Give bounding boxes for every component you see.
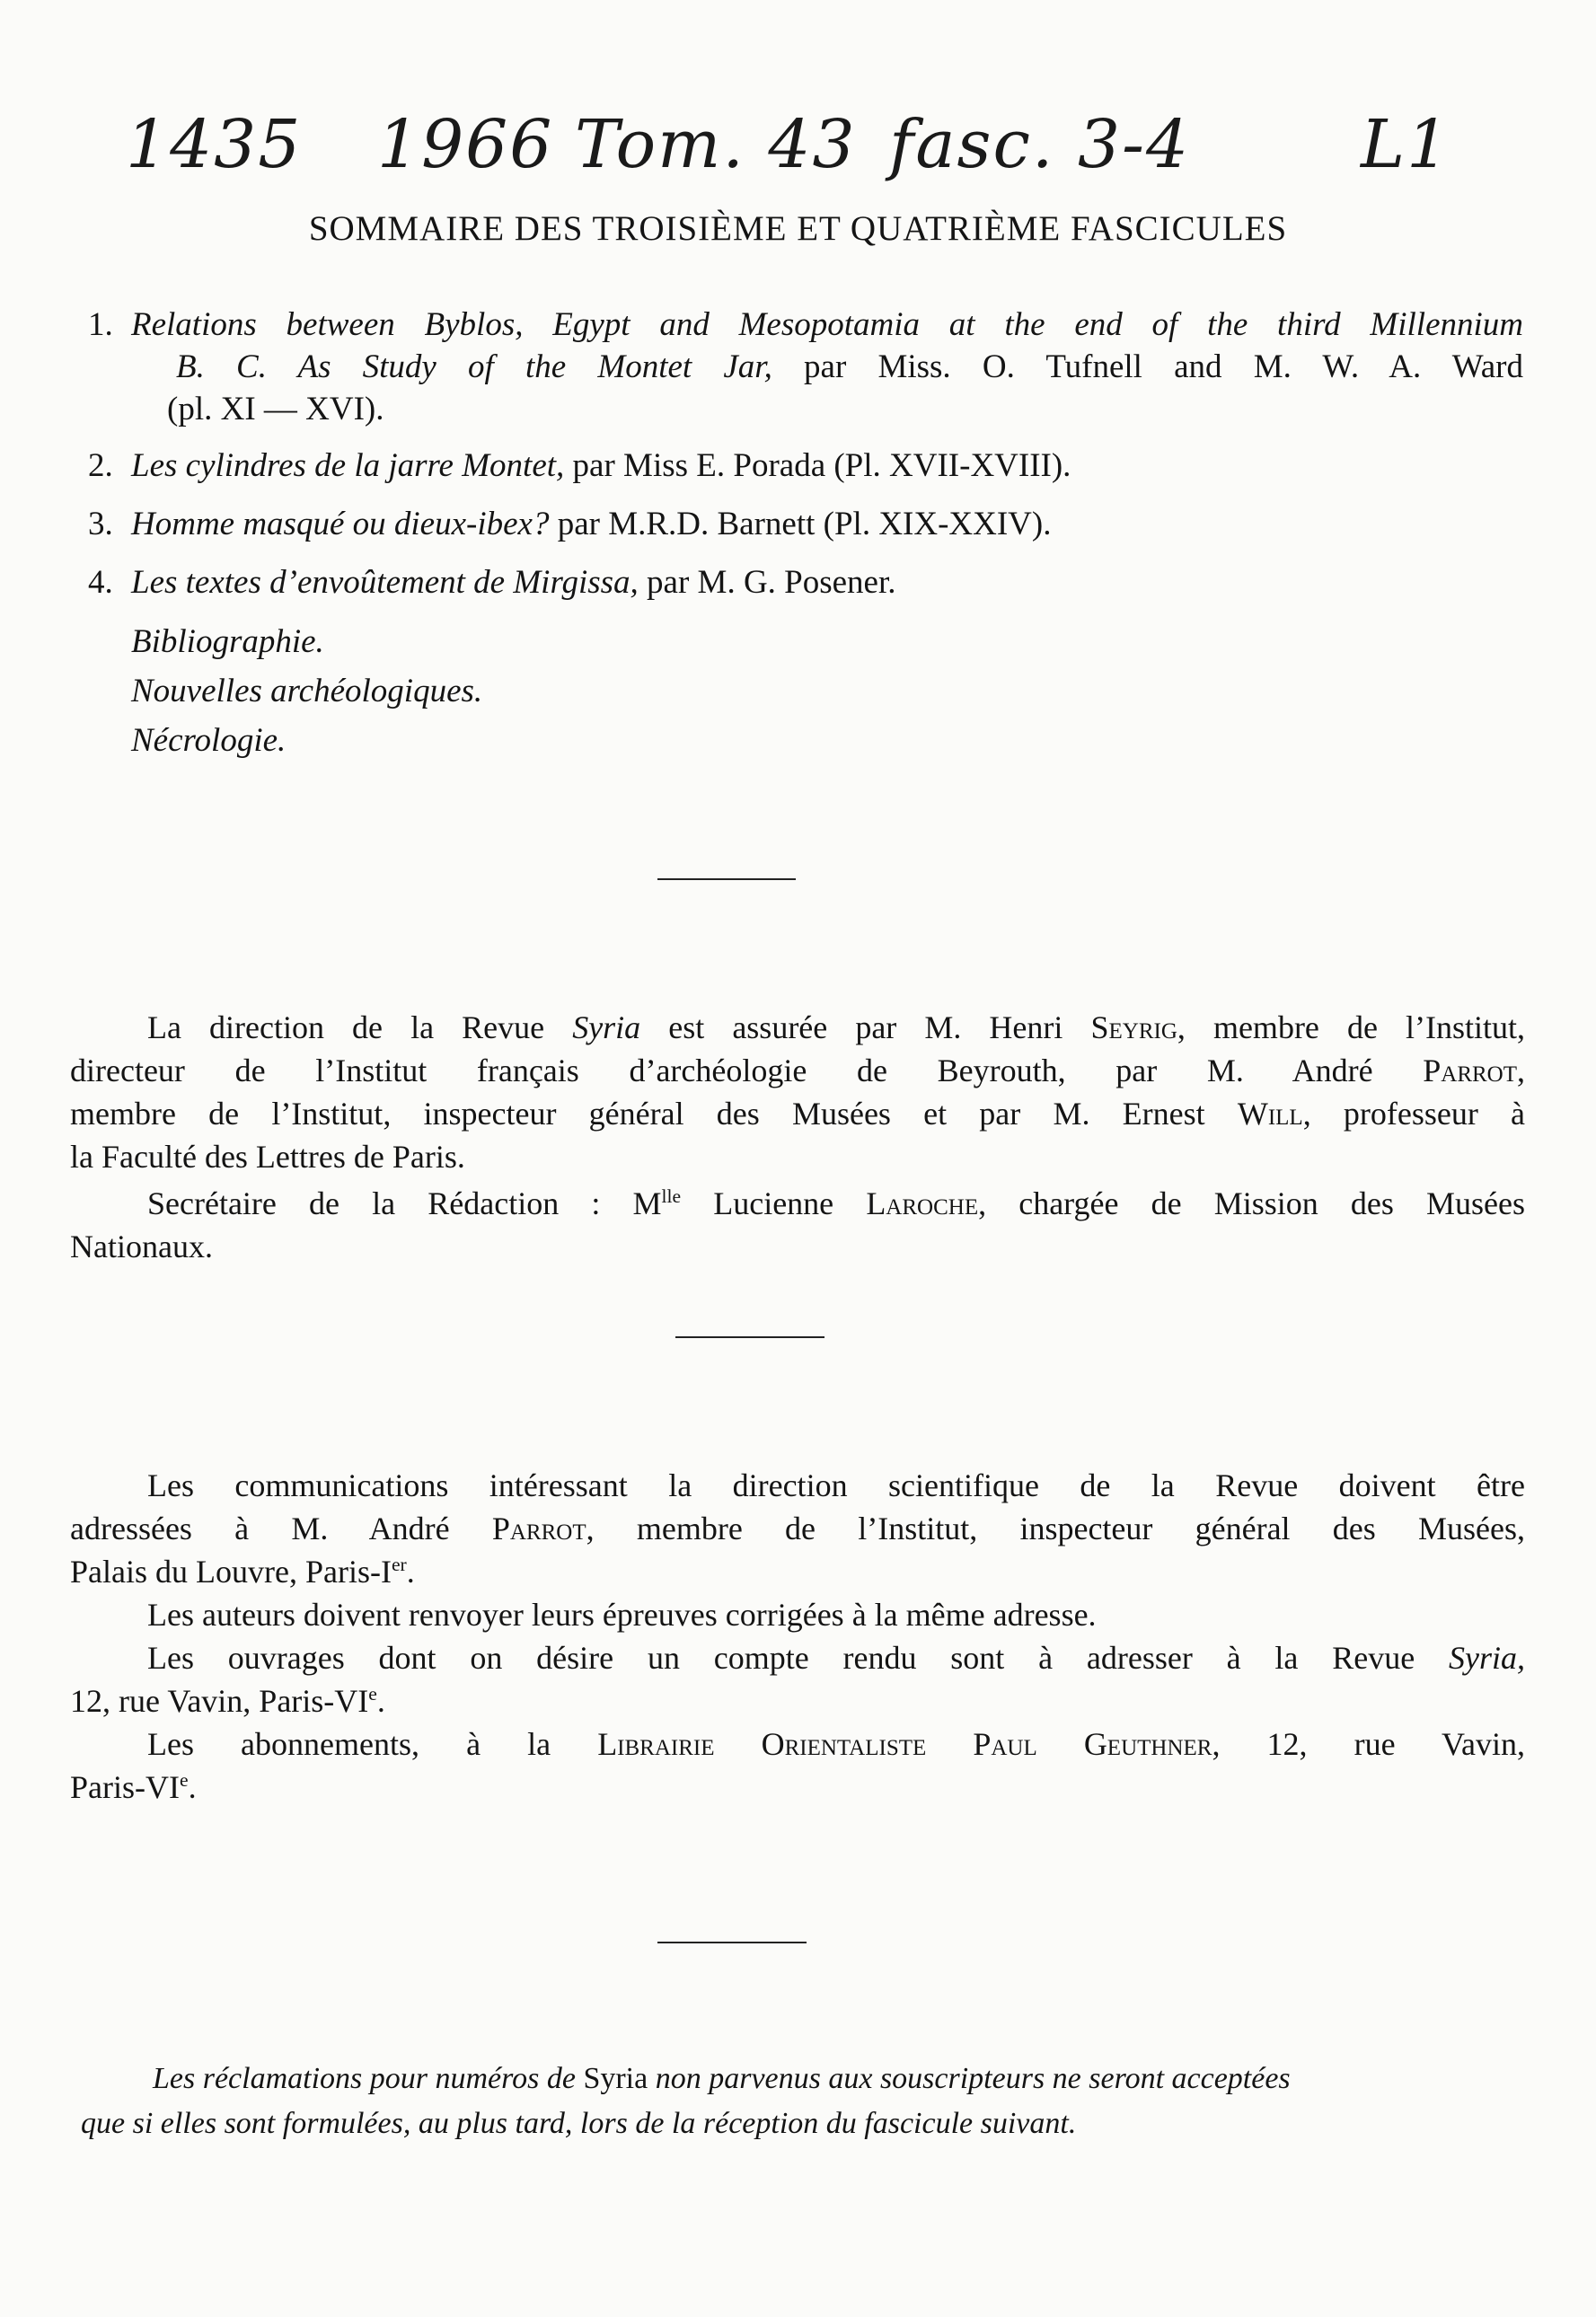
toc-title: Les cylindres de la jarre Montet, xyxy=(131,447,565,484)
handwritten-annotation xyxy=(0,99,1596,198)
toc-plates: (pl. XI — XVI). xyxy=(167,391,384,427)
toc-extra-nouvelles: Nouvelles archéologiques. xyxy=(131,673,483,709)
claims-note: Les réclamations pour numéros de Syria non parvenus aux souscripteurs ne seront acceptées que si elles sont formulées, au plus tard, lors de la réception du fascicule suivant. xyxy=(81,2062,1291,2140)
toc-title-line1: Relations between Byblos, Egypt and Mesopotamia at the end of the third Millennium xyxy=(131,306,1523,343)
handwritten-year: 1966 xyxy=(377,106,554,183)
toc-extra-necrologie: Nécrologie. xyxy=(131,722,287,759)
direction-paragraph: La direction de la Revue Syria est assurée par M. Henri Seyrig, membre de l’Institut, directeur de l’Institut français d’archéologie de Beyrouth, par M. André Parrot, membre de l’Institut, inspecteur général des Musées et par M. Ernest Will, professeur à la Faculté des Lettres de Paris. Secrétaire de la Rédaction : $M^{lle}$ Lucienne Laroche, chargée de Mission des Musées Nationaux. xyxy=(70,1009,1526,1264)
toc-number: 4. xyxy=(88,564,113,601)
separator-rule xyxy=(657,1942,807,1943)
toc-number: 2. xyxy=(88,447,113,484)
handwritten-fasc: fasc. 3-4 xyxy=(889,106,1191,183)
separator-rule xyxy=(657,878,796,880)
toc-title: Les textes d’envoûtement de Mirgissa, xyxy=(131,564,639,601)
communications-paragraph: Les communications intéressant la direction scientifique de la Revue doivent être adressées à M. André Parrot, membre de l’Institut, inspecteur général des Musées, Palais du Louvre, Paris-Ier. Les auteurs doivent renvoyer leurs épreuves corrigées à la même adresse. Les ouvrages dont on désire un compte rendu sont à adresser à la Revue Syria, 12, rue Vavin, Paris-VIe. Les abonnements, à la Librairie Orientaliste Paul Geuthner, 12, rue Vavin, Paris-VIe. xyxy=(70,1467,1526,1805)
toc-extra-bibliographie: Bibliographie. xyxy=(131,623,324,660)
handwritten-tome: Tom. 43 xyxy=(575,106,857,183)
handwritten-mark: L1 xyxy=(1361,106,1451,183)
separator-rule xyxy=(675,1336,824,1338)
toc-title-line2: B. C. As Study of the Montet Jar, xyxy=(176,348,772,385)
handwritten-ref: 1435 xyxy=(126,106,303,183)
page-title: SOMMAIRE DES TROISIÈME ET QUATRIÈME FASCICULES xyxy=(308,209,1288,248)
toc-title: Homme masqué ou dieux-ibex? xyxy=(131,506,550,542)
toc-item-1 xyxy=(88,304,1525,438)
toc-number: 1. xyxy=(88,306,113,343)
toc-authors: par Miss. O. Tufnell and M. W. A. Ward xyxy=(804,348,1523,385)
toc-authors: par M.R.D. Barnett (Pl. XIX-XXIV). xyxy=(557,506,1052,542)
toc-authors: par M. G. Posener. xyxy=(647,564,896,601)
toc-number: 3. xyxy=(88,506,113,542)
toc-authors: par Miss E. Porada (Pl. XVII-XVIII). xyxy=(572,447,1071,484)
